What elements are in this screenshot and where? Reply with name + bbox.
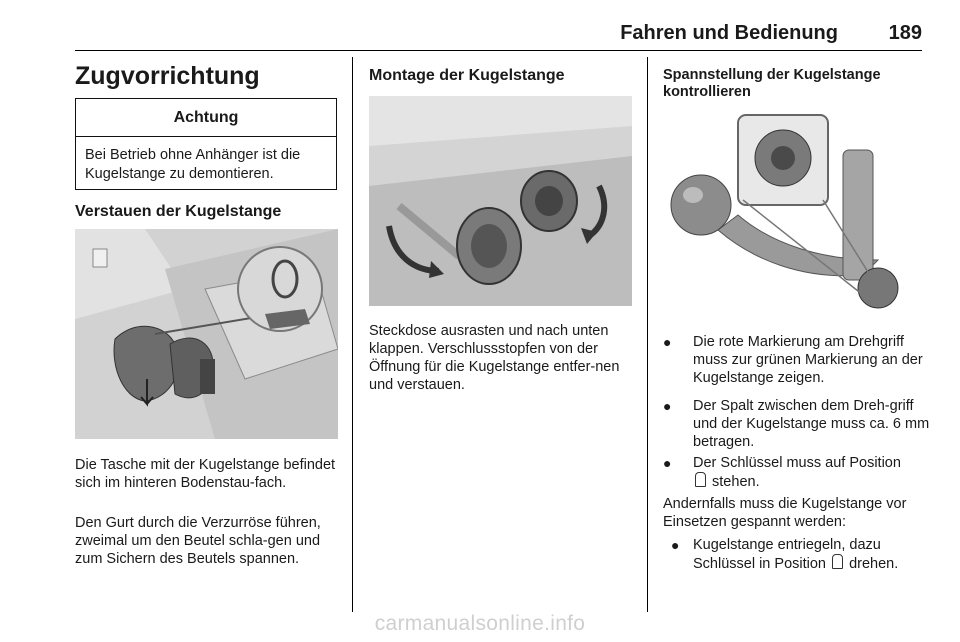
socket-fold-illustration [369,96,632,306]
bullet-key-position [663,454,933,491]
caution-box [75,98,337,190]
towbar-bag-illustration [75,229,338,439]
bullet-unlock [671,536,933,573]
key-position-icon [695,472,706,487]
paragraph-otherwise: Andernfalls muss die Kugelstange vor Einsetzen gespannt werden: [663,496,907,530]
bullet-text-part: Der Schlüssel muss auf Position [693,455,901,471]
page-number: 189 [888,22,922,44]
bullet-icon: ● [671,537,680,553]
column-divider-2 [647,57,648,612]
bullet-red-marking [663,333,933,387]
bullet-text-part: Kugelstange entriegeln, dazu Schlüssel in Position [693,537,881,572]
paragraph-bag-location: Die Tasche mit der Kugelstange befindet sich im hinteren Bodenstau-fach. [75,457,336,491]
bullet-icon: ● [663,334,672,350]
bullet-text: Der Spalt zwischen dem Dreh-griff und der Kugelstange muss ca. 6 mm betragen. [693,398,930,450]
figure-towbar-bag [75,229,338,439]
running-header-title: Fahren und Bedienung [620,22,838,44]
caution-text: Bei Betrieb ohne Anhänger ist die Kugelstange zu demontieren. [85,147,301,182]
bullet-text [663,454,933,491]
towbar-tension-illustration [663,110,926,320]
bullet-icon: ● [663,398,672,414]
bullet-gap [663,397,933,451]
figure-socket-fold [369,96,632,306]
bullet-icon: ● [663,455,672,471]
subheading-mounting: Montage der Kugelstange [369,67,565,84]
bullet-text: Die rote Markierung am Drehgriff muss zur grünen Markierung an der Kugelstange zeigen. [693,334,923,386]
figure-towbar-tension [663,110,926,320]
subheading-stow: Verstauen der Kugelstange [75,203,282,220]
caution-title: Achtung [76,99,336,137]
paragraph-strap-instructions: Den Gurt durch die Verzurröse führen, zweimal um den Beutel schla-gen und zum Sichern des Beutels spannen. [75,515,321,567]
key-position-icon [832,554,843,569]
column-divider-1 [352,57,353,612]
section-heading: Zugvorrichtung [75,62,260,90]
subheading-check-tension: Spannstellung der Kugelstange kontrollieren [663,67,881,100]
bullet-text-part: stehen. [712,474,760,490]
paragraph-socket-instructions: Steckdose ausrasten und nach unten klappen. Verschlussstopfen von der Öffnung für die Kugelstange entfer-nen und verstauen. [369,323,620,393]
watermark: carmanualsonline.info [374,612,586,635]
bullet-text-part: drehen. [849,556,899,572]
bullet-text [671,536,933,573]
header-divider [75,50,922,51]
